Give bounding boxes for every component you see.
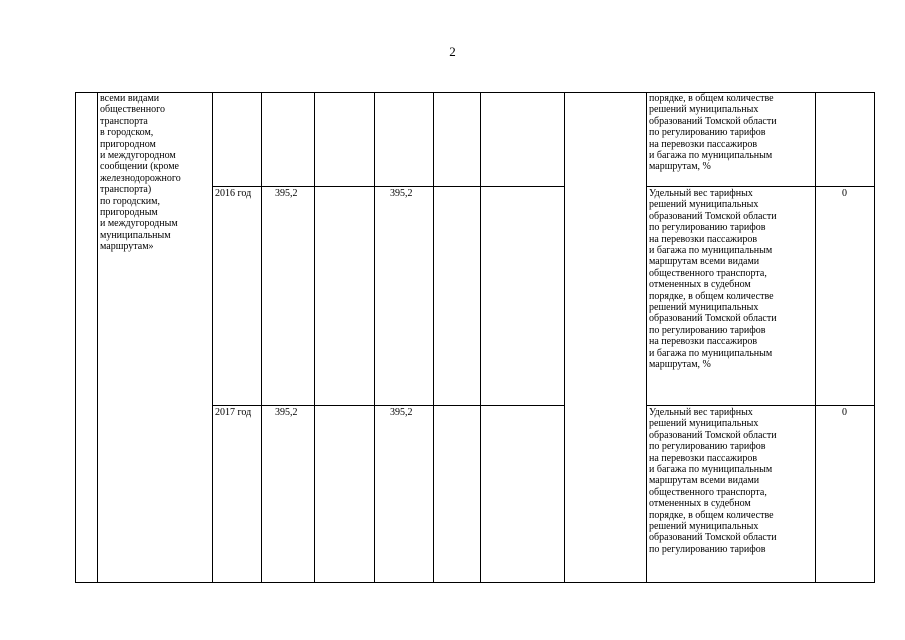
regional-budget-cell: 395,2 xyxy=(390,188,413,199)
column-border xyxy=(374,92,375,583)
indicator-value-cell: 0 xyxy=(842,188,847,199)
regional-budget-cell: 395,2 xyxy=(390,407,413,418)
target-indicator-text: порядке, в общем количестве решений муниципальных образований Томской области по регулированию тарифов на перевозки пассажиров и багажа по муниципальным маршрутам, % xyxy=(649,93,777,173)
target-indicator-text: Удельный вес тарифных решений муниципальных образований Томской области по регулированию тарифов на перевозки пассажиров и багажа по муниципальным маршрутам всеми видами общественного транспорта, отмененных в судебном порядке, в общем количестве решений муниципальных образований Томской области по регулированию тарифов xyxy=(649,407,777,555)
column-border xyxy=(314,92,315,583)
column-border xyxy=(564,92,565,583)
table-bottom-border xyxy=(75,582,875,583)
year-cell: 2017 год xyxy=(215,407,252,418)
row-divider xyxy=(212,405,564,406)
page-number: 2 xyxy=(449,44,456,59)
column-border xyxy=(433,92,434,583)
column-border xyxy=(646,92,647,583)
column-border xyxy=(75,92,76,583)
column-border xyxy=(480,92,481,583)
row-divider xyxy=(646,186,875,187)
indicator-value-cell: 0 xyxy=(842,407,847,418)
total-amount-cell: 395,2 xyxy=(275,407,298,418)
total-amount-cell: 395,2 xyxy=(275,188,298,199)
column-border xyxy=(815,92,816,583)
row-divider xyxy=(646,405,875,406)
column-border xyxy=(212,92,213,583)
row-divider xyxy=(212,186,564,187)
target-indicator-text: Удельный вес тарифных решений муниципальных образований Томской области по регулированию тарифов на перевозки пассажиров и багажа по муниципальным маршрутам всеми видами общественного транспорта, отмененных в судебном порядке, в общем количестве решений муниципальных образований Томской области по регулированию тарифов на перевозки пассажиров и багажа по муниципальным маршрутам, % xyxy=(649,188,777,371)
column-border xyxy=(97,92,98,583)
column-border xyxy=(874,92,875,583)
indicator-name-cell: всеми видами общественного транспорта в городском, пригородном и междугородном сообщении (кроме железнодорожного транспорта) по городским, пригородным и междугородным муниципальным маршрутам» xyxy=(100,93,181,253)
year-cell: 2016 год xyxy=(215,188,252,199)
column-border xyxy=(261,92,262,583)
